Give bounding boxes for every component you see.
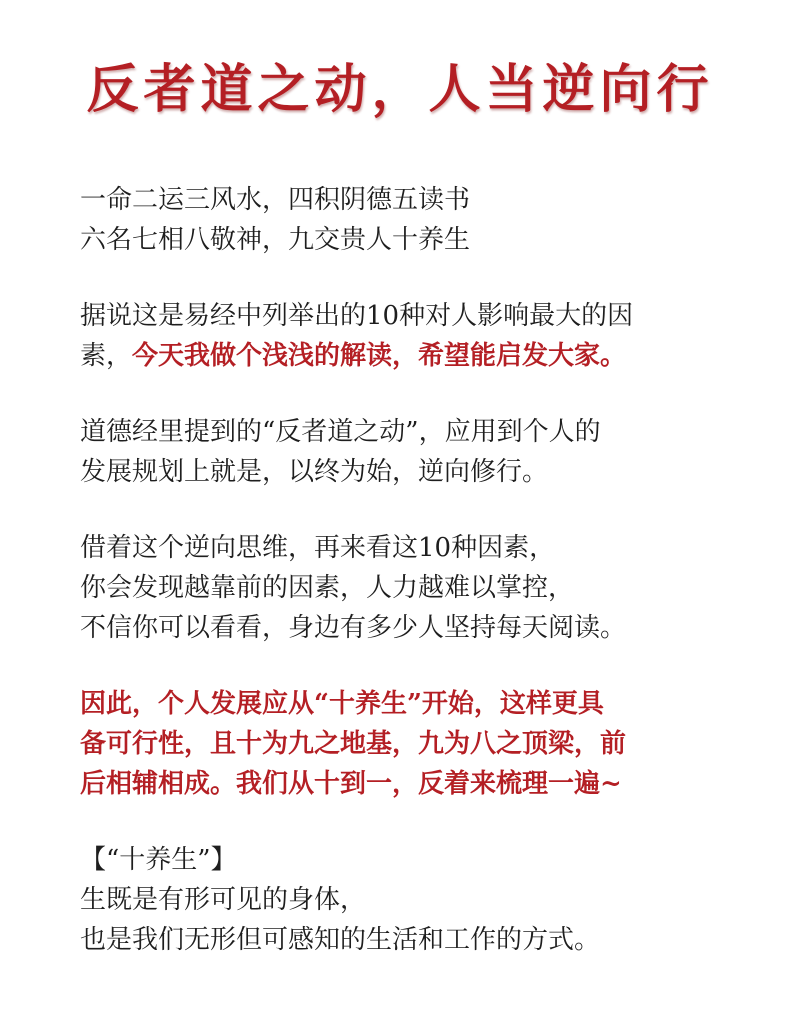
reverse-line-2: 你会发现越靠前的因素，人力越难以掌控， bbox=[80, 573, 575, 603]
reverse-line-1: 借着这个逆向思维，再来看这10种因素， bbox=[80, 533, 556, 563]
conclusion-line-2: 备可行性，且十为九之地基，九为八之顶梁，前 bbox=[80, 729, 627, 759]
paragraph-daodejing bbox=[80, 412, 760, 492]
paragraph-conclusion bbox=[80, 684, 760, 804]
paragraph-proverb bbox=[80, 180, 760, 260]
page-title: 反者道之动，人当逆向行 bbox=[86, 59, 714, 120]
conclusion-line-3: 后相辅相成。我们从十到一，反着来梳理一遍~ bbox=[80, 769, 622, 799]
intro-line-1: 据说这是易经中列举出的10种对人影响最大的因 bbox=[80, 301, 634, 331]
proverb-line-2: 六名七相八敬神，九交贵人十养生 bbox=[80, 225, 471, 255]
daodejing-line-1: 道德经里提到的“反者道之动”，应用到个人的 bbox=[80, 417, 601, 447]
paragraph-intro bbox=[80, 296, 760, 376]
section-line-2: 也是我们无形但可感知的生活和工作的方式。 bbox=[80, 925, 601, 955]
section-line-1: 生既是有形可见的身体， bbox=[80, 885, 367, 915]
article-body bbox=[80, 180, 760, 996]
intro-line-2 bbox=[80, 336, 760, 376]
paragraph-section-health bbox=[80, 840, 760, 960]
reverse-line-3: 不信你可以看看，身边有多少人坚持每天阅读。 bbox=[80, 613, 627, 643]
section-heading: 【“十养生”】 bbox=[80, 845, 237, 875]
intro-line-2-highlight: 今天我做个浅浅的解读，希望能启发大家。 bbox=[132, 341, 627, 371]
intro-line-2-plain: 素， bbox=[80, 341, 133, 371]
conclusion-line-1: 因此，个人发展应从“十养生”开始，这样更具 bbox=[80, 689, 604, 719]
daodejing-line-2: 发展规划上就是，以终为始，逆向修行。 bbox=[80, 457, 549, 487]
paragraph-reverse-thinking bbox=[80, 528, 760, 648]
proverb-line-1: 一命二运三风水，四积阴德五读书 bbox=[80, 185, 471, 215]
